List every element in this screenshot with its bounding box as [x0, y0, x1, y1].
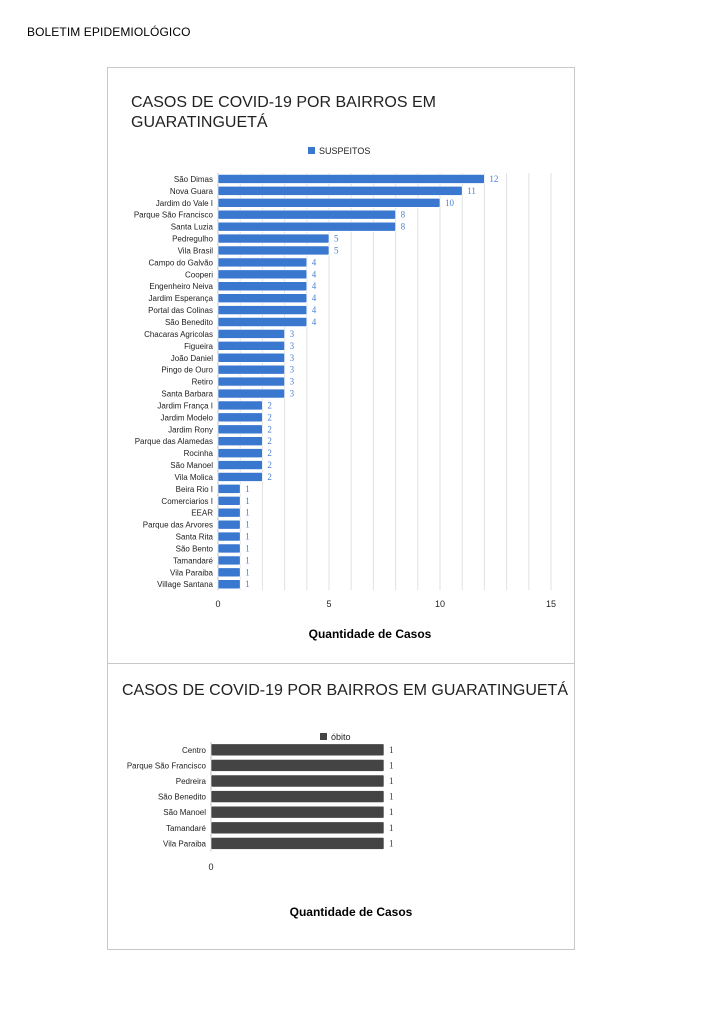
data-label: 4	[311, 281, 317, 292]
data-label: 2	[267, 424, 272, 435]
category-label: Comerciarios I	[161, 496, 213, 506]
category-label: João Daniel	[170, 353, 213, 363]
bar	[218, 234, 329, 243]
legend-swatch	[308, 147, 315, 154]
bar	[218, 377, 285, 386]
data-label: 4	[311, 257, 317, 268]
bar	[218, 437, 262, 446]
bar	[218, 389, 285, 398]
data-label: 2	[267, 460, 272, 471]
bar	[218, 258, 307, 267]
data-label: 1	[245, 531, 250, 542]
bar	[218, 532, 240, 541]
bar	[218, 246, 329, 255]
category-label: São Benedito	[157, 792, 206, 802]
deaths-chart-panel	[107, 663, 575, 950]
data-label: 1	[245, 495, 250, 506]
data-label: 1	[389, 838, 394, 849]
category-label: Campo do Galvão	[148, 258, 213, 268]
data-label: 2	[267, 412, 272, 423]
bar	[218, 401, 262, 410]
data-label: 1	[245, 543, 250, 554]
category-label: Parque das Arvores	[142, 520, 213, 530]
bar	[211, 775, 384, 787]
category-label: Jardim Rony	[168, 425, 213, 435]
bar	[218, 365, 285, 374]
bar	[211, 806, 384, 818]
bar	[218, 496, 240, 505]
data-label: 1	[389, 822, 394, 833]
category-label: Beira Rio I	[175, 484, 213, 494]
data-label: 10	[445, 197, 454, 208]
data-label: 1	[389, 744, 394, 755]
category-label: Parque São Francisco	[126, 761, 206, 771]
category-label: Pedregulho	[172, 234, 213, 244]
x-axis-title: Quantidade de Casos	[308, 627, 432, 641]
data-label: 4	[311, 305, 317, 316]
data-label: 1	[245, 567, 250, 578]
data-label: 4	[311, 269, 317, 280]
category-label: Santa Barbara	[161, 389, 213, 399]
data-label: 5	[334, 233, 339, 244]
suspects-bar-chart	[108, 68, 576, 665]
suspects-chart-panel	[107, 67, 575, 664]
category-label: São Dimas	[173, 174, 213, 184]
bar	[218, 568, 240, 577]
data-label: 1	[389, 776, 394, 786]
bar	[211, 759, 384, 771]
category-label: Engenheiro Neiva	[149, 282, 213, 292]
data-label: 8	[400, 209, 406, 220]
category-label: Santa Luzia	[170, 222, 213, 232]
bar	[218, 329, 285, 338]
category-label: São Manoel	[170, 461, 213, 471]
data-label: 2	[267, 448, 272, 459]
legend-label: óbito	[331, 732, 351, 742]
bar	[218, 508, 240, 517]
bar	[218, 484, 240, 493]
category-label: Santa Rita	[175, 532, 213, 542]
bar	[218, 520, 240, 529]
bar	[218, 413, 262, 422]
chart-title: CASOS DE COVID-19 POR BAIRROS EM	[131, 94, 436, 111]
category-label: Rocinha	[183, 449, 213, 459]
data-label: 1	[389, 760, 394, 771]
category-label: Vila Paraiba	[170, 568, 213, 578]
category-label: Chacaras Agricolas	[144, 329, 213, 339]
bar	[218, 544, 240, 553]
x-tick-label: 0	[208, 862, 214, 873]
bar	[211, 744, 384, 756]
bar	[218, 449, 262, 458]
category-label: Vila Brasil	[177, 246, 213, 256]
bar	[218, 425, 262, 434]
category-label: Jardim Modelo	[160, 413, 213, 423]
bar	[218, 341, 285, 350]
data-label: 3	[289, 388, 295, 399]
category-label: Pingo de Ouro	[161, 365, 213, 375]
category-label: Jardim França I	[157, 401, 213, 411]
data-label: 4	[311, 293, 317, 304]
data-label: 2	[267, 471, 272, 482]
data-label: 1	[245, 507, 250, 518]
x-tick-label: 0	[215, 599, 221, 610]
data-label: 12	[489, 173, 499, 184]
category-label: Village Santana	[157, 580, 213, 590]
category-label: Cooperi	[184, 270, 213, 280]
category-label: Tamandaré	[165, 823, 206, 833]
bar	[211, 837, 384, 849]
category-label: Parque das Alamedas	[134, 437, 213, 447]
bar	[211, 822, 384, 834]
category-label: Figueira	[184, 341, 213, 351]
deaths-bar-chart	[108, 664, 576, 951]
data-label: 4	[311, 317, 317, 327]
chart-title: CASOS DE COVID-19 POR BAIRROS EM GUARATINGUETÁ	[122, 682, 568, 699]
data-label: 8	[400, 221, 406, 232]
category-label: São Bento	[175, 544, 213, 554]
bar	[218, 353, 285, 362]
bar	[218, 461, 262, 470]
bar	[218, 294, 307, 303]
category-label: Portal das Colinas	[148, 306, 213, 316]
data-label: 11	[467, 185, 476, 196]
data-label: 1	[245, 579, 250, 590]
category-label: Jardim do Vale I	[155, 198, 213, 208]
data-label: 5	[334, 245, 339, 256]
legend-label: SUSPEITOS	[319, 146, 371, 156]
bar	[218, 198, 440, 207]
category-label: Jardim Esperança	[148, 294, 213, 304]
data-label: 3	[289, 364, 295, 375]
data-label: 3	[289, 352, 295, 363]
chart-title: GUARATINGUETÁ	[131, 114, 268, 131]
bar	[218, 222, 396, 231]
data-label: 1	[245, 555, 250, 566]
category-label: São Manoel	[163, 808, 206, 818]
data-label: 3	[289, 340, 295, 351]
category-label: Vila Paraiba	[163, 839, 206, 849]
bar	[218, 556, 240, 565]
category-label: Vila Molica	[174, 472, 213, 482]
bar	[218, 186, 462, 195]
data-label: 1	[389, 807, 394, 818]
page-header: BOLETIM EPIDEMIOLÓGICO	[27, 25, 191, 39]
legend-swatch	[320, 733, 327, 740]
bar	[211, 791, 384, 803]
bar	[218, 318, 307, 327]
category-label: São Benedito	[164, 318, 213, 327]
category-label: EEAR	[191, 508, 213, 518]
bar	[218, 270, 307, 279]
data-label: 3	[289, 328, 295, 339]
data-label: 3	[289, 376, 295, 387]
bar	[218, 472, 262, 481]
category-label: Parque São Francisco	[133, 210, 213, 220]
bar	[218, 282, 307, 291]
category-label: Tamandaré	[172, 556, 213, 566]
x-tick-label: 10	[434, 599, 446, 610]
category-label: Nova Guara	[169, 186, 213, 196]
category-label: Pedreira	[175, 777, 206, 786]
category-label: Centro	[181, 745, 206, 755]
x-tick-label: 5	[326, 599, 332, 610]
bar	[218, 210, 396, 219]
data-label: 1	[245, 519, 250, 530]
x-tick-label: 15	[545, 599, 557, 610]
data-label: 2	[267, 400, 272, 411]
bar	[218, 580, 240, 589]
x-axis-title: Quantidade de Casos	[289, 905, 413, 919]
data-label: 1	[245, 483, 250, 494]
data-label: 1	[389, 791, 394, 802]
bar	[218, 306, 307, 315]
data-label: 2	[267, 436, 272, 447]
bar	[218, 174, 484, 183]
category-label: Retiro	[191, 377, 213, 387]
